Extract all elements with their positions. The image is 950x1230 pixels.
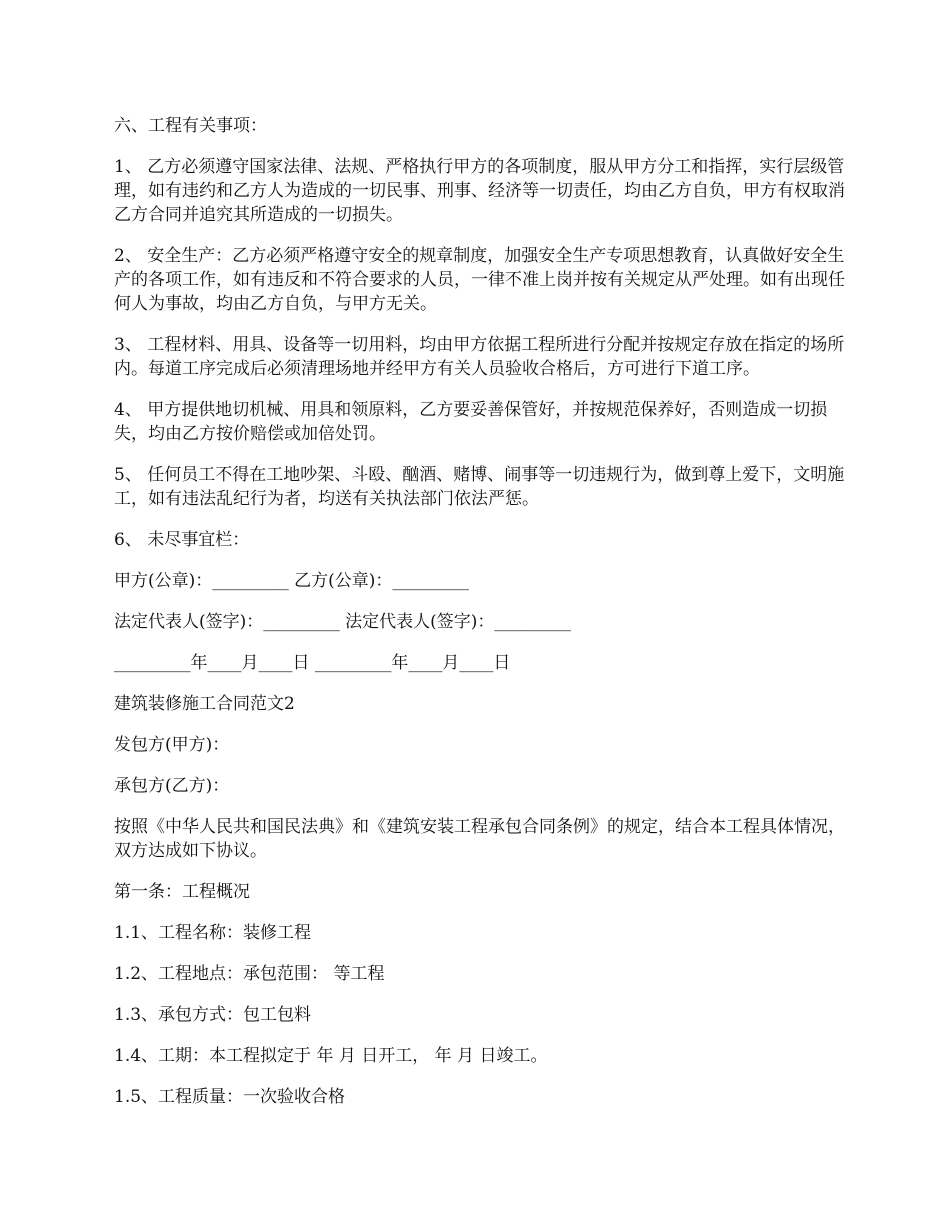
article-1-item-quality: 1.5、工程质量：一次验收合格 <box>114 1087 346 1107</box>
clause-3: 3、 工程材料、用具、设备等一切用料，均由甲方依据工程所进行分配并按规定存放在指定的场所内。每道工序完成后必须清理场地并经甲方有关人员验收合格后，方可进行下道工序。 <box>114 335 845 379</box>
clause-6: 6、 未尽事宜栏： <box>114 530 250 550</box>
clause-1: 1、 乙方必须遵守国家法律、法规、严格执行甲方的各项制度，服从甲方分工和指挥，实行层级管理，如有违约和乙方人为造成的一切民事、刑事、经济等一切责任，均由乙方自负，甲方有权取消乙方合同并追究其所造成的一切损失。 <box>114 157 845 225</box>
clause-5: 5、 任何员工不得在工地吵架、斗殴、酗酒、赌博、闹事等一切违规行为，做到尊上爱下，文明施工，如有违法乱纪行为者，均送有关执法部门依法严惩。 <box>114 465 845 509</box>
document-body <box>114 114 850 1126</box>
date-line: _________年____月____日 _________年____月____日 <box>114 653 511 673</box>
contract-2-title: 建筑装修施工合同范文2 <box>114 694 295 714</box>
section-six-heading: 六、工程有关事项： <box>114 116 267 136</box>
article-1-heading: 第一条：工程概况 <box>114 882 250 902</box>
article-1-item-duration: 1.4、工期：本工程拟定于 年 月 日开工， 年 月 日竣工。 <box>114 1046 548 1066</box>
representative-signature-line: 法定代表人(签字)：_________ 法定代表人(签字)：_________ <box>114 612 571 632</box>
party-a-line: 发包方(甲方)： <box>114 735 230 755</box>
clause-4: 4、 甲方提供地切机械、用具和领原料，乙方要妥善保管好，并按规范保养好，否则造成一切损失，均由乙方按价赔偿或加倍处罚。 <box>114 400 828 444</box>
seal-signature-line: 甲方(公章)：_________ 乙方(公章)：_________ <box>114 571 469 591</box>
clause-2: 2、 安全生产：乙方必须严格遵守安全的规章制度，加强安全生产专项思想教育，认真做好安全生产的各项工作，如有违反和不符合要求的人员，一律不准上岗并按有关规定从严处理。如有出现任何人为事故，均由乙方自负，与甲方无关。 <box>114 246 845 314</box>
party-b-line: 承包方(乙方)： <box>114 776 230 796</box>
preamble: 按照《中华人民共和国民法典》和《建筑安装工程承包合同条例》的规定，结合本工程具体情况，双方达成如下协议。 <box>114 817 845 861</box>
article-1-item-contract-method: 1.3、承包方式：包工包料 <box>114 1005 312 1025</box>
article-1-item-project-name: 1.1、工程名称：装修工程 <box>114 923 312 943</box>
article-1-item-location: 1.2、工程地点：承包范围： 等工程 <box>114 964 385 984</box>
